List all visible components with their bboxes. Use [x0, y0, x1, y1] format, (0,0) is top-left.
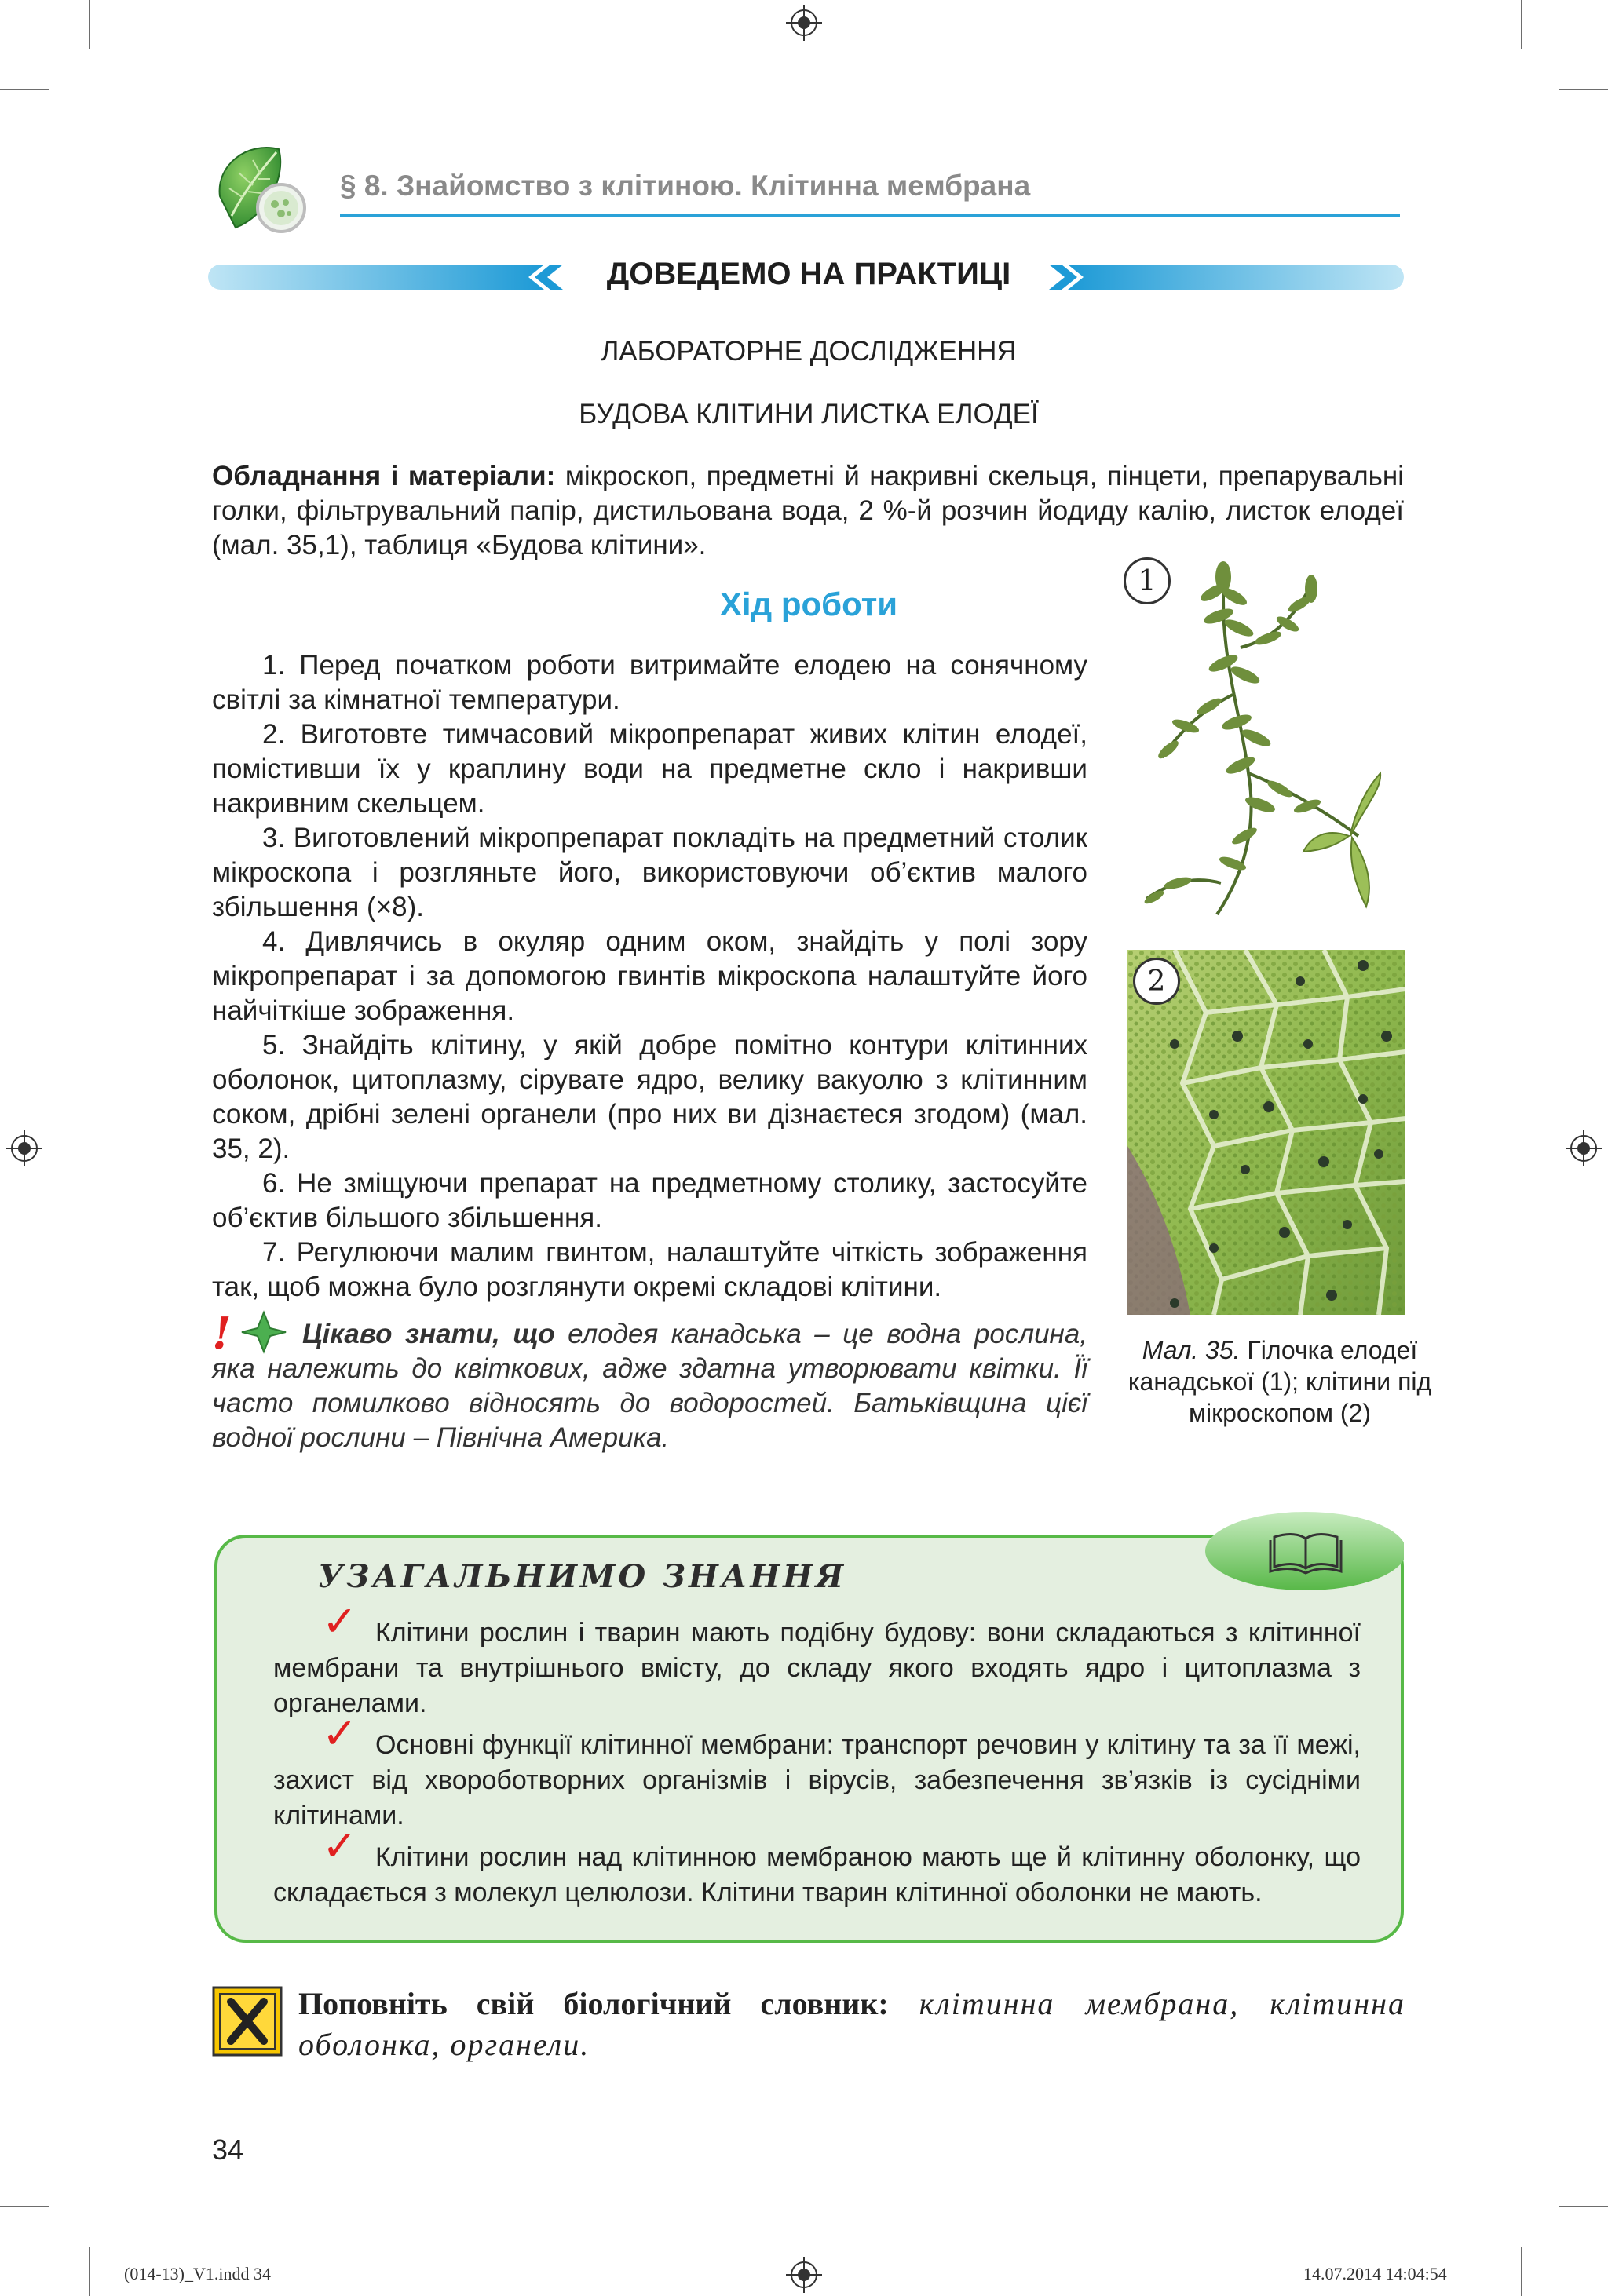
- summary-item-text: Основні функції клітинної мембрани: транспорт речовин у клітину та за її межі, захист від хвороботворних організмів і вірусів, забезпечення зв’язків із сусідніми клітинами.: [273, 1730, 1361, 1831]
- book-icon: [1200, 1506, 1404, 1592]
- slug-date: 14.07.2014 14:04:54: [1303, 2264, 1447, 2283]
- dictionary-terms: клітинна мембрана, клітинна оболонка, органели.: [298, 1986, 1405, 2062]
- dictionary-paragraph: [298, 1984, 1405, 2065]
- banner-right-bar: [1044, 263, 1405, 291]
- registration-mark-icon: [786, 2257, 822, 2293]
- procedure-step: 7. Регулюючи малим гвинтом, налаштуйте чіткість зображення так, щоб можна було розглянути окремі складові клітини.: [212, 1237, 1087, 1302]
- check-icon: ✓: [322, 1710, 358, 1758]
- check-icon: ✓: [322, 1598, 358, 1645]
- procedure-step: 3. Виготовлений мікропрепарат покладіть на предметний столик мікроскопа і розгляньте його, використовуючи об’єктив малого збільшення (×8).: [212, 823, 1087, 922]
- crop-mark: [1521, 2247, 1522, 2296]
- banner-title: ДОВЕДЕМО НА ПРАКТИЦІ: [606, 257, 1011, 291]
- slug-file: (014-13)_V1.indd 34: [124, 2264, 271, 2283]
- summary-title: УЗАГАЛЬНИМО ЗНАННЯ: [318, 1558, 847, 1595]
- crop-mark: [1559, 89, 1608, 90]
- caption-ref: Мал. 35.: [1142, 1336, 1241, 1364]
- summary-list: [273, 1598, 1361, 1911]
- summary-item-text: Клітини рослин і тварин мають подібну будову: вони складаються з клітинної мембрани та внутрішнього вмісту, до складу якого входять ядро і цитоплазма з органелами.: [273, 1618, 1361, 1718]
- crop-mark: [0, 89, 49, 90]
- header-divider: [340, 214, 1400, 217]
- crop-mark: [89, 0, 90, 49]
- dictionary-cross-icon: [212, 1986, 283, 2057]
- fact-text: елодея канадська – це водна рослина, яка належить до квіткових, адже здатна утворювати квітки. Її часто помилково відносять до водоростей. Батьківщина цієї водної рослини – Північна Америка.: [212, 1319, 1087, 1453]
- lab-kind: ЛАБОРАТОРНЕ ДОСЛІДЖЕННЯ: [601, 336, 1017, 367]
- summary-item: [273, 1710, 1361, 1834]
- procedure-steps: [212, 648, 1087, 1305]
- lab-name: БУДОВА КЛІТИНИ ЛИСТКА ЕЛОДЕЇ: [579, 399, 1039, 429]
- figure-caption: [1115, 1334, 1445, 1429]
- figure-label-2: 2: [1133, 958, 1180, 1005]
- check-icon: ✓: [322, 1823, 358, 1870]
- svg-text:!: !: [212, 1309, 232, 1355]
- equipment-paragraph: [212, 459, 1404, 563]
- crop-mark: [0, 2206, 49, 2207]
- summary-item: [273, 1598, 1361, 1721]
- equipment-text: мікроскоп, предметні й накривні скельця, пінцети, препарувальні голки, фільтрувальний папір, дистильована вода, 2 %-й розчин йодиду калію, листок елодеї (мал. 35,1), таблиця «Будова клітини».: [212, 461, 1404, 560]
- procedure-title: Хід роботи: [719, 586, 898, 622]
- registration-mark-icon: [786, 5, 822, 41]
- procedure-step: 2. Виготовте тимчасовий мікропрепарат живих клітин елодеї, помістивши їх у краплину води на предметне скло і накривши накривним скельцем.: [212, 719, 1087, 819]
- section-title: § 8. Знайомство з клітиною. Клітинна мембрана: [340, 170, 1031, 202]
- fact-lead: Цікаво знати, що: [302, 1319, 555, 1349]
- equipment-label: Обладнання і матеріали:: [212, 461, 556, 491]
- summary-item-text: Клітини рослин над клітинною мембраною мають ще й клітинну оболонку, що складається з молекул целюлози. Клітини тварин клітинної оболонки не мають.: [273, 1842, 1361, 1907]
- caption-text: Гілочка елодеї канадської (1); клітини під мікроскопом (2): [1127, 1336, 1432, 1427]
- summary-item: [273, 1823, 1361, 1911]
- registration-mark-icon: [1566, 1130, 1602, 1166]
- crop-mark: [1521, 0, 1522, 49]
- crop-mark: [1559, 2206, 1608, 2207]
- procedure-step: 4. Дивлячись в окуляр одним оком, знайдіть у полі зору мікропрепарат і за допомогою гвинтів мікроскопа налаштуйте його найчіткіше зображення.: [212, 926, 1087, 1026]
- page-number: 34: [212, 2134, 244, 2166]
- figure-label-1: 1: [1124, 557, 1171, 604]
- crop-mark: [89, 2247, 90, 2296]
- microscope-cells-illustration: [1127, 950, 1405, 1315]
- procedure-step: 6. Не зміщуючи препарат на предметному столику, застосуйте об’єктив більшого збільшення.: [212, 1168, 1087, 1233]
- procedure-step: 5. Знайдіть клітину, у якій добре помітно контури клітинних оболонок, цитоплазму, сірувате ядро, велику вакуолю з клітинним соком, дрібні зелені органели (про них ви дізнаєтеся згодом) (мал. 35, 2).: [212, 1030, 1087, 1164]
- dictionary-lead: Поповніть свій біологічний словник:: [298, 1986, 889, 2021]
- registration-mark-icon: [6, 1130, 42, 1166]
- procedure-step: 1. Перед початком роботи витримайте елодею на сонячному світлі за кімнатної температури.: [212, 650, 1087, 715]
- leaf-cell-icon: [212, 141, 314, 239]
- fact-paragraph: [212, 1317, 1087, 1455]
- elodea-sprig-illustration: [1131, 553, 1390, 922]
